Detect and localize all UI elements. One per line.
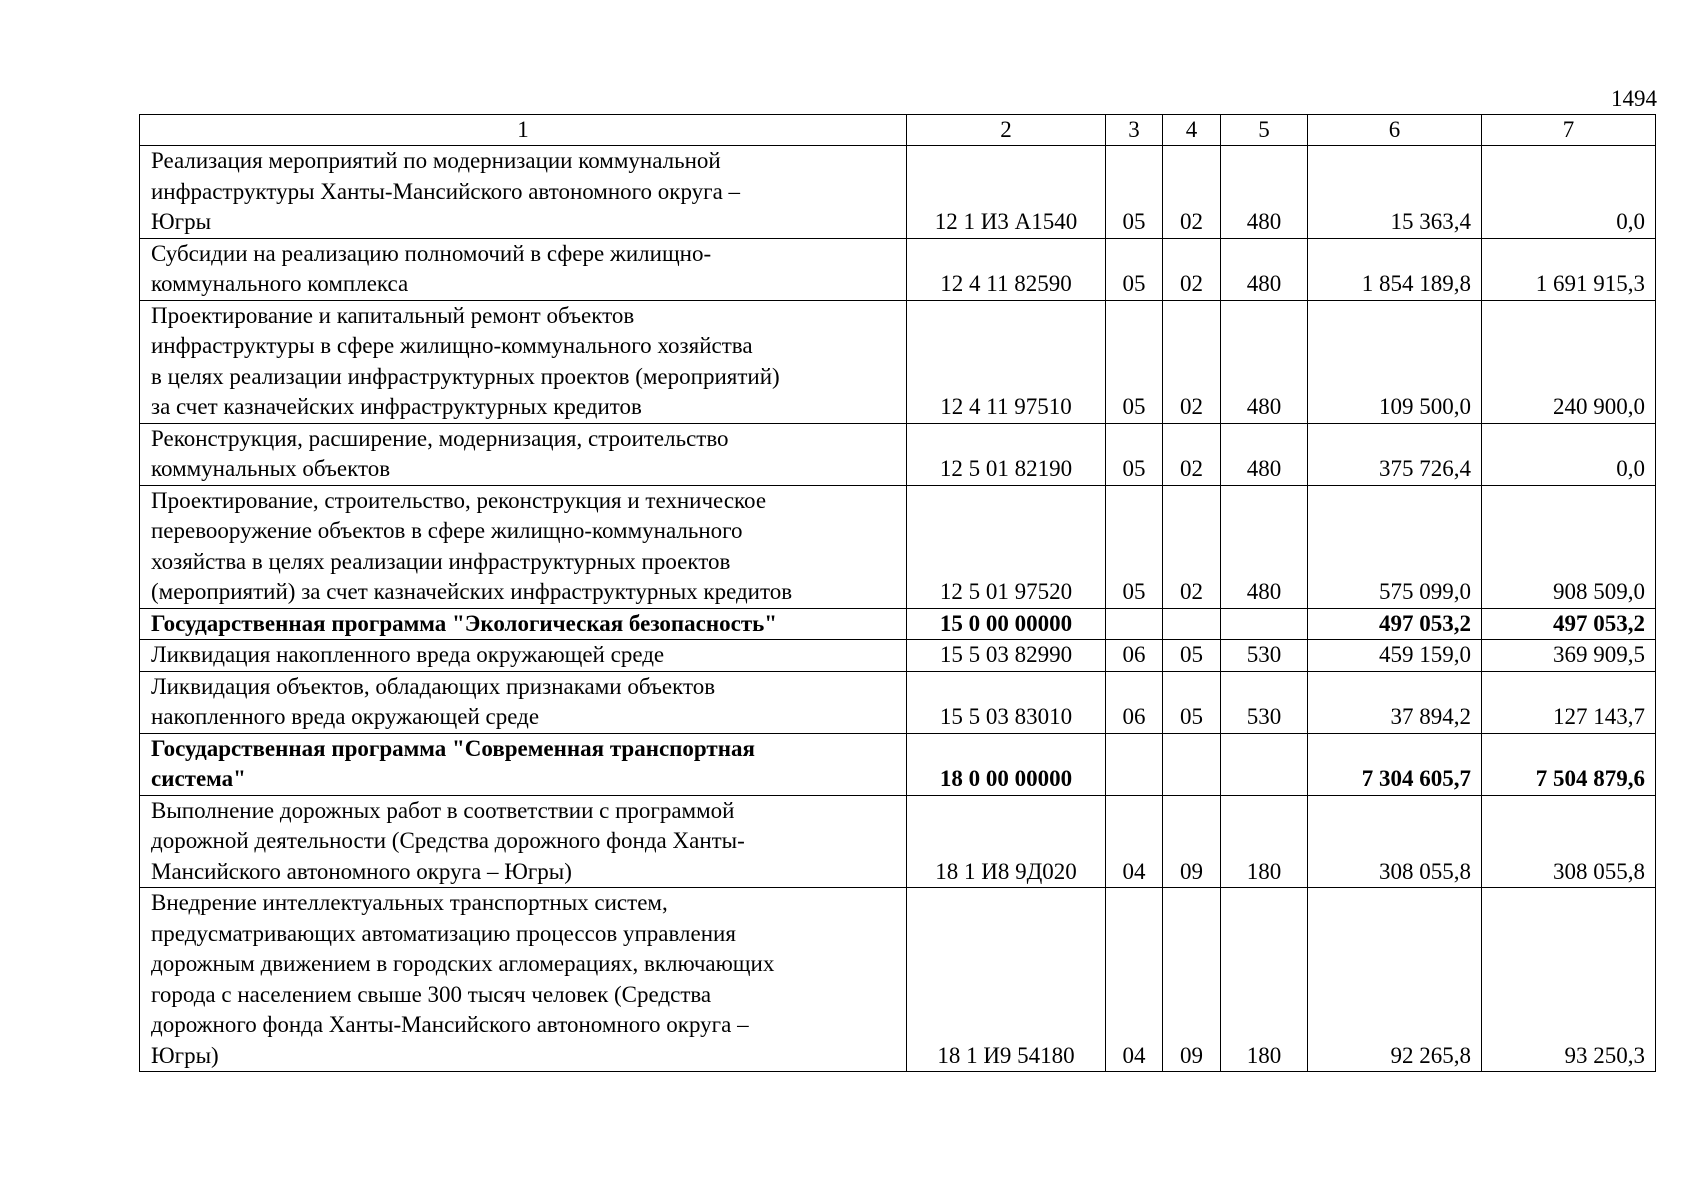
item-name-line: Реализация мероприятий по модернизации коммунальной [151,148,721,173]
item-name-line: города с населением свыше 300 тысяч человек (Средства [151,981,712,1007]
table-row [140,795,1656,888]
item-name-line: дорожной деятельности (Средства дорожного фонда Ханты- [151,828,745,853]
table-row [140,733,1656,795]
item-name-line: Внедрение интеллектуальных транспортных систем, [151,890,668,915]
amount-year-2-cell: 369 909,5 [1482,640,1656,672]
amount-year-2-cell: 308 055,8 [1482,795,1656,888]
item-name-line: Проектирование, строительство, реконструкция и техническое [151,487,767,513]
column-header: 6 [1308,115,1482,146]
expense-type-cell: 530 [1221,671,1308,733]
page-number: 1494 [1611,86,1657,111]
section-code-cell: 05 [1106,146,1163,239]
target-item-code-cell: 18 1 И8 9Д020 [907,795,1106,888]
item-name-cell [140,238,907,300]
column-header: 5 [1221,115,1308,146]
table-row [140,640,1656,672]
budget-table [139,114,1656,1072]
table-row [140,671,1656,733]
item-name-line: коммунальных объектов [151,456,391,481]
item-name-line: инфраструктуры в сфере жилищно-коммунального хозяйства [151,333,753,358]
target-item-code-cell: 12 5 01 97520 [907,485,1106,608]
subsection-code-cell: 02 [1163,238,1221,300]
amount-year-1-cell: 497 053,2 [1308,608,1482,640]
subsection-code-cell: 09 [1163,795,1221,888]
item-name-line: хозяйства в целях реализации инфраструктурных проектов [151,548,731,574]
item-name-cell [140,671,907,733]
item-name-line: инфраструктуры Ханты-Мансийского автономного округа – [151,178,741,204]
subsection-code-cell: 05 [1163,671,1221,733]
column-header: 3 [1106,115,1163,146]
section-code-cell: 05 [1106,300,1163,423]
target-item-code-cell: 18 1 И9 54180 [907,888,1106,1072]
section-code-cell: 05 [1106,485,1163,608]
item-name-line: Субсидии на реализацию полномочий в сфере жилищно- [151,240,712,266]
target-item-code-cell: 12 1 И3 А1540 [907,146,1106,239]
item-name-line: дорожного фонда Ханты-Мансийского автономного округа – [151,1012,749,1037]
subsection-code-cell: 09 [1163,888,1221,1072]
subsection-code-cell [1163,733,1221,795]
table-row [140,423,1656,485]
item-name-line: Мансийского автономного округа – Югры) [151,858,572,884]
item-name-cell [140,733,907,795]
target-item-code-cell: 18 0 00 00000 [907,733,1106,795]
item-name-cell [140,795,907,888]
section-code-cell: 06 [1106,640,1163,672]
amount-year-1-cell: 109 500,0 [1308,300,1482,423]
table-row [140,888,1656,1072]
amount-year-1-cell: 92 265,8 [1308,888,1482,1072]
target-item-code-cell: 15 5 03 82990 [907,640,1106,672]
item-name-line: Реконструкция, расширение, модернизация, строительство [151,425,729,451]
section-code-cell [1106,733,1163,795]
amount-year-2-cell: 908 509,0 [1482,485,1656,608]
section-code-cell: 05 [1106,423,1163,485]
subsection-code-cell: 05 [1163,640,1221,672]
column-header: 4 [1163,115,1221,146]
table-row [140,300,1656,423]
amount-year-1-cell: 15 363,4 [1308,146,1482,239]
amount-year-2-cell: 0,0 [1482,423,1656,485]
column-header: 1 [140,115,907,146]
expense-type-cell: 480 [1221,485,1308,608]
amount-year-2-cell: 93 250,3 [1482,888,1656,1072]
item-name-line: Югры [151,209,212,234]
amount-year-2-cell: 0,0 [1482,146,1656,239]
item-name-line: Ликвидация объектов, обладающих признаками объектов [151,673,716,699]
item-name-cell [140,485,907,608]
target-item-code-cell: 12 4 11 97510 [907,300,1106,423]
section-code-cell [1106,608,1163,640]
item-name-line: Югры) [151,1042,219,1068]
amount-year-2-cell: 497 053,2 [1482,608,1656,640]
item-name-line: перевооружение объектов в сфере жилищно-коммунального [151,518,743,543]
table-row [140,146,1656,239]
item-name-cell [140,888,907,1072]
section-code-cell: 06 [1106,671,1163,733]
table-row [140,485,1656,608]
table-header-row [140,115,1656,146]
item-name-line: Государственная программа "Экологическая безопасность" [151,610,778,636]
subsection-code-cell: 02 [1163,485,1221,608]
amount-year-2-cell: 127 143,7 [1482,671,1656,733]
section-code-cell: 04 [1106,795,1163,888]
amount-year-1-cell: 375 726,4 [1308,423,1482,485]
item-name-line: Проектирование и капитальный ремонт объектов [151,302,635,328]
column-header: 7 [1482,115,1656,146]
subsection-code-cell: 02 [1163,300,1221,423]
item-name-line: (мероприятий) за счет казначейских инфраструктурных кредитов [151,579,793,604]
subsection-code-cell [1163,608,1221,640]
amount-year-2-cell: 240 900,0 [1482,300,1656,423]
item-name-line: Ликвидация накопленного вреда окружающей среде [151,642,665,667]
amount-year-1-cell: 37 894,2 [1308,671,1482,733]
item-name-cell [140,608,907,640]
expense-type-cell [1221,733,1308,795]
item-name-line: за счет казначейских инфраструктурных кредитов [151,394,642,419]
item-name-line: накопленного вреда окружающей среде [151,704,540,729]
item-name-cell [140,640,907,672]
amount-year-2-cell: 1 691 915,3 [1482,238,1656,300]
item-name-cell [140,300,907,423]
amount-year-1-cell: 308 055,8 [1308,795,1482,888]
amount-year-1-cell: 7 304 605,7 [1308,733,1482,795]
column-header: 2 [907,115,1106,146]
amount-year-1-cell: 575 099,0 [1308,485,1482,608]
item-name-cell [140,146,907,239]
item-name-line: Государственная программа "Современная транспортная [151,735,755,761]
target-item-code-cell: 15 5 03 83010 [907,671,1106,733]
expense-type-cell [1221,608,1308,640]
subsection-code-cell: 02 [1163,423,1221,485]
expense-type-cell: 480 [1221,238,1308,300]
expense-type-cell: 530 [1221,640,1308,672]
expense-type-cell: 480 [1221,146,1308,239]
item-name-line: Выполнение дорожных работ в соответствии с программой [151,797,735,823]
expense-type-cell: 180 [1221,795,1308,888]
item-name-line: система" [151,766,246,791]
table-row [140,238,1656,300]
item-name-cell [140,423,907,485]
target-item-code-cell: 12 5 01 82190 [907,423,1106,485]
item-name-line: дорожным движением в городских агломерациях, включающих [151,951,775,976]
amount-year-2-cell: 7 504 879,6 [1482,733,1656,795]
target-item-code-cell: 15 0 00 00000 [907,608,1106,640]
table-row [140,608,1656,640]
section-code-cell: 05 [1106,238,1163,300]
subsection-code-cell: 02 [1163,146,1221,239]
expense-type-cell: 480 [1221,423,1308,485]
expense-type-cell: 480 [1221,300,1308,423]
item-name-line: коммунального комплекса [151,271,409,296]
expense-type-cell: 180 [1221,888,1308,1072]
target-item-code-cell: 12 4 11 82590 [907,238,1106,300]
item-name-line: в целях реализации инфраструктурных проектов (мероприятий) [151,363,780,389]
amount-year-1-cell: 459 159,0 [1308,640,1482,672]
item-name-line: предусматривающих автоматизацию процессов управления [151,920,736,946]
section-code-cell: 04 [1106,888,1163,1072]
amount-year-1-cell: 1 854 189,8 [1308,238,1482,300]
